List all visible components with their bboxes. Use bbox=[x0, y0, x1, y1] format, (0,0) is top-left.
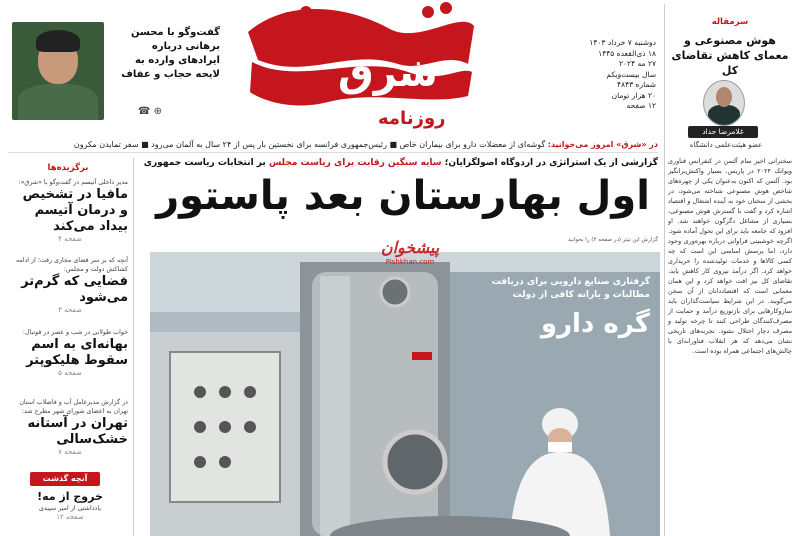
date-line: ۱۲ صفحه bbox=[626, 101, 656, 110]
date-line: ۲۰ هزار تومان bbox=[611, 90, 656, 100]
item-page: صفحه ۷ bbox=[58, 448, 82, 456]
list-item[interactable] bbox=[12, 256, 128, 314]
date-line: ۱۸ ذی‌القعده ۱۴۴۵ bbox=[598, 48, 656, 58]
photo-credit: گزارش این تیتر (در صفحه ۲) را بخوانید bbox=[568, 237, 658, 243]
list-item[interactable] bbox=[12, 398, 128, 456]
column-divider bbox=[664, 4, 665, 536]
photo-title[interactable]: گره دارو bbox=[540, 309, 650, 339]
item-page: صفحه ۱۲ bbox=[56, 513, 84, 521]
subhead-highlight: سایه سنگین رقابت برای ریاست مجلس bbox=[268, 158, 442, 168]
item-title[interactable]: تهران در آستانه خشک‌سالی bbox=[27, 416, 128, 447]
list-item[interactable] bbox=[12, 328, 128, 377]
author-avatar bbox=[703, 80, 745, 126]
ticker-label: در «شرق» امروز می‌خوانید: bbox=[547, 140, 658, 149]
subhead-intro: گزارشی از یک استراتژی در اردوگاه اصولگرایان؛ bbox=[444, 158, 658, 168]
item-author: یادداشتی از امیر سپیدی bbox=[38, 505, 102, 512]
date-line: شماره ۴۸۴۳ bbox=[617, 80, 656, 89]
main-headline[interactable]: اول بهارستان بعد پاستور bbox=[156, 173, 650, 219]
watermark: پیشخوان bbox=[380, 238, 440, 257]
editorial-title[interactable]: هوش مصنوعی و معمای کاهش تقاضای کل bbox=[671, 34, 789, 77]
ticker-text[interactable]: گوشه‌ای از معضلات دارو برای بیماران خاص ■ رئیس‌جمهوری فرانسه برای نخستین بار پس از ۲۴ سال به آلمان می‌رود ■ سفر تمایدن مکرون bbox=[73, 140, 546, 149]
author-role: عضو هیئت‌علمی دانشگاه bbox=[689, 141, 763, 149]
editorial-kicker: سرمقاله bbox=[711, 17, 749, 27]
social-icons: ☎ ⊕ bbox=[137, 106, 162, 117]
subhead-tail: بر انتخابات ریاست جمهوری bbox=[143, 158, 266, 168]
section-badge: آنچه گذشت bbox=[30, 472, 100, 486]
item-title[interactable]: خروج از مه! bbox=[37, 490, 103, 503]
newspaper-logo bbox=[228, 2, 482, 130]
item-page: صفحه ۳ bbox=[58, 306, 82, 314]
item-title[interactable]: فضایی که گرم‌تر می‌شود bbox=[21, 274, 128, 305]
date-block bbox=[584, 38, 656, 112]
item-intro: در گزارش مدیرعامل آب و فاضلاب استان تهران به اعضای شورای شهر مطرح شد: bbox=[19, 399, 128, 415]
date-line: ۲۷ مه ۲۰۲۴ bbox=[619, 59, 656, 68]
item-intro: آنچه که بر سر فضای مجازی رفت؛ از ادامه کشاکش دولت و مجلس: bbox=[15, 257, 128, 273]
list-item[interactable] bbox=[12, 178, 128, 243]
item-intro: خواب طولانی در شب و عصر در فوتبال: bbox=[22, 329, 128, 336]
logo-word: شرق bbox=[338, 50, 438, 96]
item-page: صفحه ۴ bbox=[58, 235, 82, 243]
news-ticker bbox=[8, 138, 658, 153]
date-line: دوشنبه ۷ خرداد ۱۴۰۳ bbox=[589, 38, 656, 47]
item-page: صفحه ۵ bbox=[58, 369, 82, 377]
date-line: سال بیست‌ویکم bbox=[606, 69, 656, 79]
photo-kicker: گرفتاری صنایع دارویی برای دریافت مطالبات و یارانه کافی از دولت bbox=[491, 277, 650, 300]
list-item[interactable] bbox=[12, 490, 128, 521]
item-title[interactable]: بهانه‌ای به اسم سقوط هلیکوپتر bbox=[26, 337, 128, 368]
author-name: غلامرضا حداد bbox=[688, 126, 758, 138]
logo-prefix: روزنامه bbox=[378, 108, 446, 129]
editorial-body: سخنرانی اخیر سام آلتمن در کنفرانس فناوری ویواتک ۲۰۲۴ در پاریس، بسیار واکنش‌برانگیز بود. آلتمن که اکنون به‌عنوان یکی از چهره‌های شاخص هوش مصنوعی شناخته می‌شود، در بخشی از سخنان خود به آینده اشتغال و اقتصاد اشاره کرد و گفت با گسترش هوش مصنوعی، بسیاری از مشاغل دگرگون خواهند شد. او افزود که جامعه باید برای این تحول آماده شود. اگرچه خوشبینی فراوانی درباره بهره‌وری وجود دارد، اما پرسش اساسی این است که چه کسی کالاها و خدمات تولیدشده را خریداری خواهد کرد. اگر درآمد نیروی کار کاهش یابد، تقاضای کل نیز افت خواهد کرد و این همان معمایی است که اقتصاددانان از آن سخن می‌گویند. در این شرایط سیاست‌گذاران باید سازوکارهایی برای بازتوزیع درآمد و حمایت از مصرف‌کنندگان طراحی کنند تا چرخه تولید و مصرف دچار اختلال نشود. تجربه‌های تاریخی نشان می‌دهد که هر انقلاب فناورانه‌ای با چالش‌های اجتماعی همراه بوده است. bbox=[668, 157, 792, 355]
interview-portrait bbox=[12, 22, 104, 120]
interview-teaser: گفت‌وگو با محسن برهانی درباره ایرادهای وارده به لایحه حجاب و عفاف bbox=[121, 27, 220, 80]
item-intro: مدیر داخلی آتیسم در گفت‌وگو با «شرق»: bbox=[18, 179, 128, 186]
watermark-url: Pishkhan.com bbox=[385, 258, 435, 266]
left-kicker: برگزیده‌ها bbox=[47, 163, 89, 173]
item-title[interactable]: مافیا در تشخیص و درمان آتیسم بیداد می‌کند bbox=[22, 187, 128, 234]
